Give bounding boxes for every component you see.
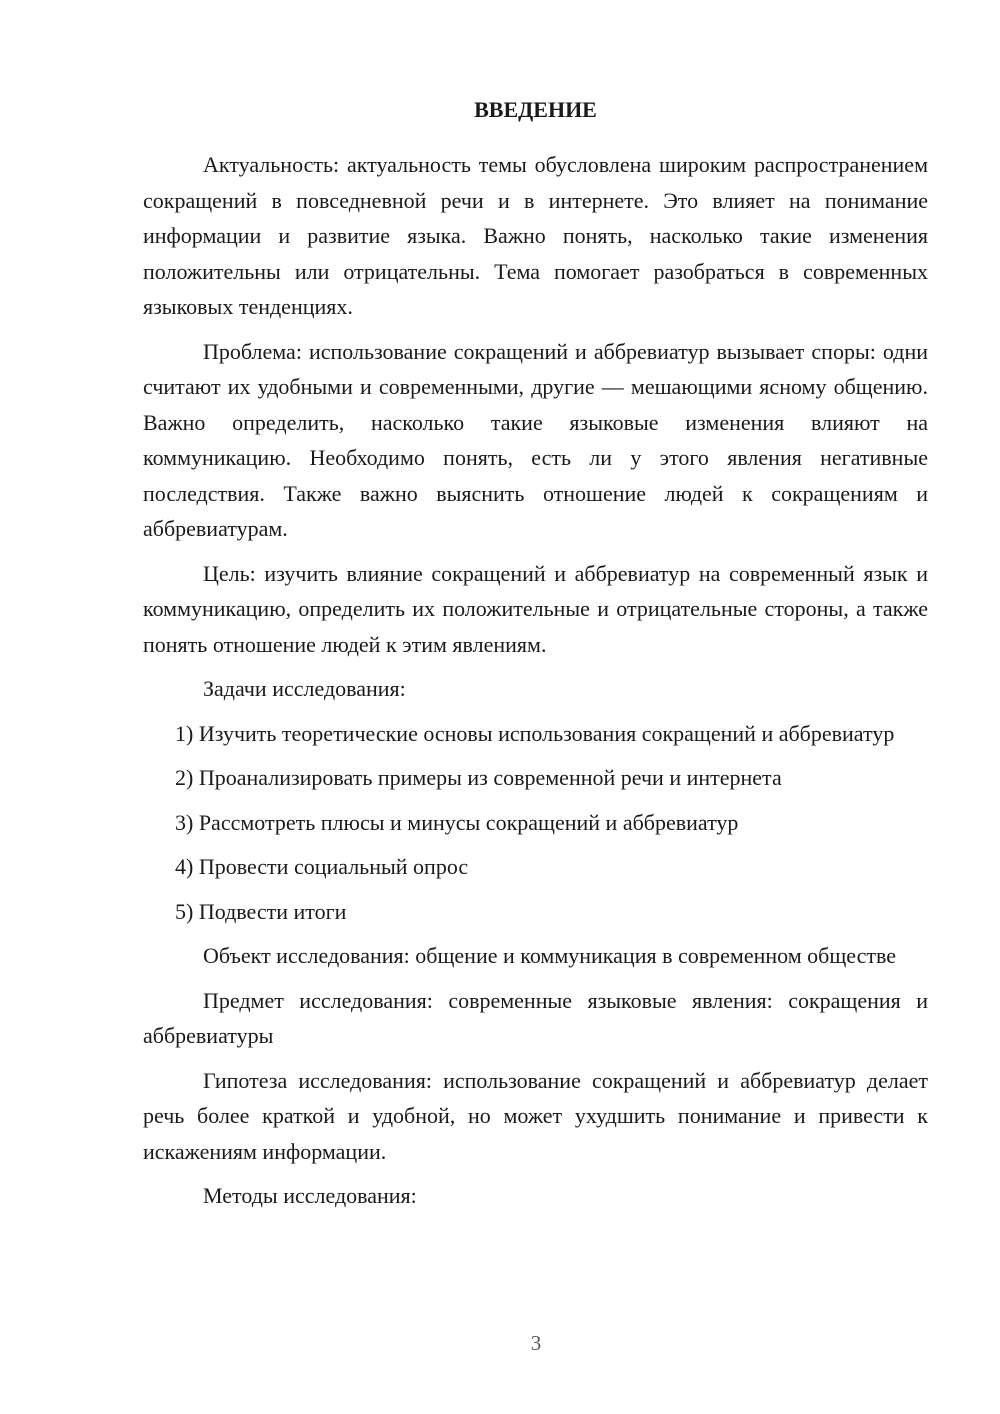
task-item-1: 1) Изучить теоретические основы использования сокращений и аббревиатур	[175, 720, 895, 746]
page-number: 3	[530, 1331, 542, 1355]
paragraph-problem: Проблема: использование сокращений и аббревиатур вызывает споры: одни считают их удобными и современными, другие — мешающими ясному общению. Важно определить, насколько такие языковые изменения влияют на коммуникацию. Необходимо понять, есть ли у этого явления негативные последствия. Также важно выяснить отношение людей к сокращениям и аббревиатурам.	[143, 338, 928, 541]
paragraph-goal: Цель: изучить влияние сокращений и аббревиатур на современный язык и коммуникацию, определить их положительные и отрицательные стороны, а также понять отношение людей к этим явлениям.	[143, 560, 928, 657]
paragraph-relevance: Актуальность: актуальность темы обусловлена широким распространением сокращений в повседневной речи и в интернете. Это влияет на понимание информации и развитие языка. Важно понять, насколько такие изменения положительны или отрицательны. Тема помогает разобраться в современных языковых тенденциях.	[143, 152, 928, 319]
section-heading: ВВЕДЕНИЕ	[474, 97, 597, 122]
paragraph-hypothesis: Гипотеза исследования: использование сокращений и аббревиатур делает речь более краткой и удобной, но может ухудшить понимание и привести к искажениям информации.	[143, 1067, 928, 1164]
task-item-2: 2) Проанализировать примеры из современной речи и интернета	[175, 765, 782, 790]
task-item-5: 5) Подвести итоги	[175, 898, 347, 924]
paragraph-methods: Методы исследования:	[203, 1183, 417, 1208]
task-item-3: 3) Рассмотреть плюсы и минусы сокращений и аббревиатур	[175, 809, 739, 835]
paragraph-object: Объект исследования: общение и коммуникация в современном обществе	[203, 943, 896, 968]
document-page	[143, 92, 928, 1223]
task-item-4: 4) Провести социальный опрос	[175, 854, 469, 879]
paragraph-tasks-intro: Задачи исследования:	[203, 676, 406, 701]
paragraph-subject: Предмет исследования: современные языковые явления: сокращения и аббревиатуры	[143, 987, 928, 1048]
